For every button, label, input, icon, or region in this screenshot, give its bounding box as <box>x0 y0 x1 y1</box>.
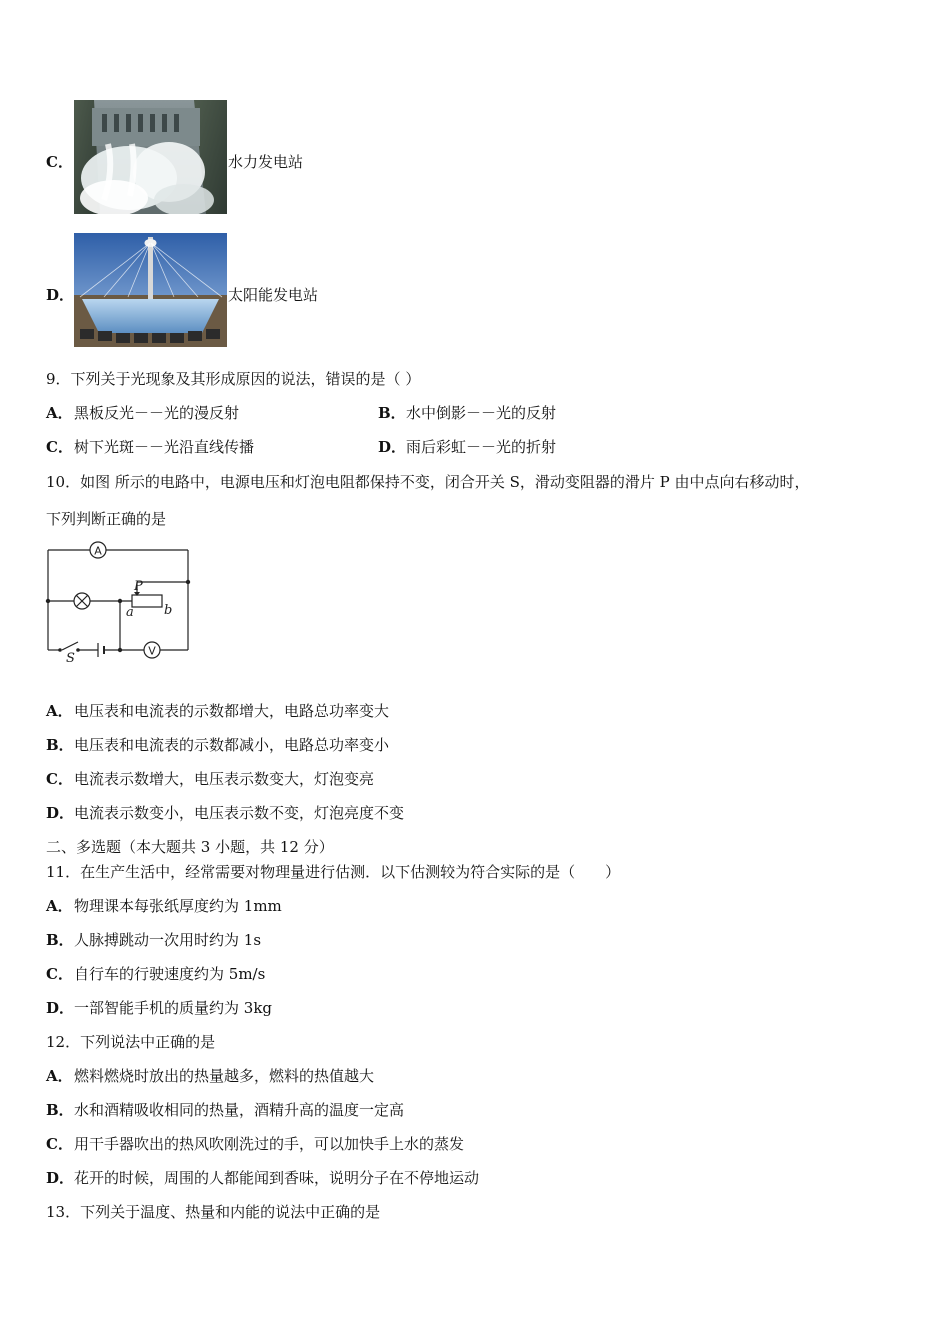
q9-option-c <box>46 437 254 457</box>
slider-p-label: P <box>134 579 143 594</box>
option-text: 一部智能手机的质量约为 3kg <box>74 999 273 1017</box>
q10-option-b <box>46 735 389 755</box>
option-text: 电压表和电流表的示数都减小，电路总功率变小 <box>74 736 390 754</box>
q11-stem: 11．在生产生活中，经常需要对物理量进行估测．以下估测较为符合实际的是（ ） <box>46 863 621 881</box>
q9-stem: 9．下列关于光现象及其形成原因的说法，错误的是（ ） <box>46 370 421 388</box>
option-text: 人脉搏跳动一次用时约为 1s <box>74 931 262 949</box>
q12-option-c <box>46 1134 464 1154</box>
q10-option-a <box>46 701 389 721</box>
hydro-dam-photo <box>74 100 227 214</box>
option-text: 电流表示数增大，电压表示数变大，灯泡变亮 <box>74 770 375 788</box>
q9-option-b <box>378 403 556 423</box>
q12-stem: 12．下列说法中正确的是 <box>46 1033 216 1051</box>
option-text: 用干手器吹出的热风吹刚洗过的手，可以加快手上水的蒸发 <box>74 1135 465 1153</box>
q11-option-c <box>46 964 265 984</box>
q8-option-c <box>46 152 74 172</box>
end-b-label: b <box>164 603 173 618</box>
q8-option-d <box>46 285 74 305</box>
option-letter: A． <box>46 1067 73 1085</box>
switch-s-label: S <box>66 651 75 666</box>
option-letter: A． <box>46 702 73 720</box>
option-text: 水中倒影－－光的反射 <box>406 404 557 422</box>
option-text: 水和酒精吸收相同的热量，酒精升高的温度一定高 <box>74 1101 405 1119</box>
q11-option-a <box>46 896 282 916</box>
q10-option-c <box>46 769 374 789</box>
circuit-diagram <box>40 538 200 666</box>
end-a-label: a <box>126 605 134 620</box>
option-letter: C． <box>46 1135 73 1153</box>
option-text: 电压表和电流表的示数都增大，电路总功率变大 <box>74 702 390 720</box>
option-letter: D． <box>46 286 75 304</box>
q10-option-d <box>46 803 404 823</box>
q9-option-a <box>46 403 239 423</box>
option-letter: C． <box>46 153 73 171</box>
q11-option-b <box>46 930 261 950</box>
solar-station-illustration <box>74 233 227 347</box>
option-letter: A． <box>46 404 73 422</box>
q10-stem-line1: 10．如图 所示的电路中，电源电压和灯泡电阻都保持不变，闭合开关 S，滑动变阻器的滑片 P 由中点向右移动时， <box>46 473 810 491</box>
option-letter: B． <box>46 736 74 754</box>
q13-stem: 13．下列关于温度、热量和内能的说法中正确的是 <box>46 1203 381 1221</box>
option-letter: B． <box>378 404 406 422</box>
option-letter: A． <box>46 897 73 915</box>
option-text: 树下光斑－－光沿直线传播 <box>74 438 255 456</box>
solar-station-photo <box>74 233 227 347</box>
option-text: 花开的时候，周围的人都能闻到香味，说明分子在不停地运动 <box>74 1169 480 1187</box>
option-text: 黑板反光－－光的漫反射 <box>74 404 240 422</box>
option-letter: D． <box>46 1169 75 1187</box>
option-letter: C． <box>46 438 73 456</box>
q12-option-d <box>46 1168 479 1188</box>
option-text: 电流表示数变小，电压表示数不变，灯泡亮度不变 <box>74 804 405 822</box>
option-letter: D． <box>46 804 75 822</box>
option-text: 雨后彩虹－－光的折射 <box>406 438 557 456</box>
option-letter: D． <box>46 999 75 1017</box>
hydro-caption: 水力发电站 <box>228 153 304 171</box>
ammeter-label: A <box>94 544 102 558</box>
option-text: 自行车的行驶速度约为 5m/s <box>74 965 266 983</box>
option-text: 燃料燃烧时放出的热量越多，燃料的热值越大 <box>74 1067 375 1085</box>
voltmeter-label: V <box>148 644 156 658</box>
solar-caption: 太阳能发电站 <box>228 286 319 304</box>
q12-option-b <box>46 1100 404 1120</box>
q9-option-d <box>378 437 556 457</box>
option-letter: C． <box>46 770 73 788</box>
option-text: 物理课本每张纸厚度约为 1mm <box>74 897 282 915</box>
option-letter: B． <box>46 1101 74 1119</box>
option-letter: D． <box>378 438 407 456</box>
q12-option-a <box>46 1066 374 1086</box>
q11-option-d <box>46 998 272 1018</box>
q10-stem-line2: 下列判断正确的是 <box>46 510 167 528</box>
option-letter: B． <box>46 931 74 949</box>
option-letter: C． <box>46 965 73 983</box>
section-heading: 二、多选题（本大题共 3 小题，共 12 分） <box>46 838 334 856</box>
hydro-dam-illustration <box>74 100 227 214</box>
